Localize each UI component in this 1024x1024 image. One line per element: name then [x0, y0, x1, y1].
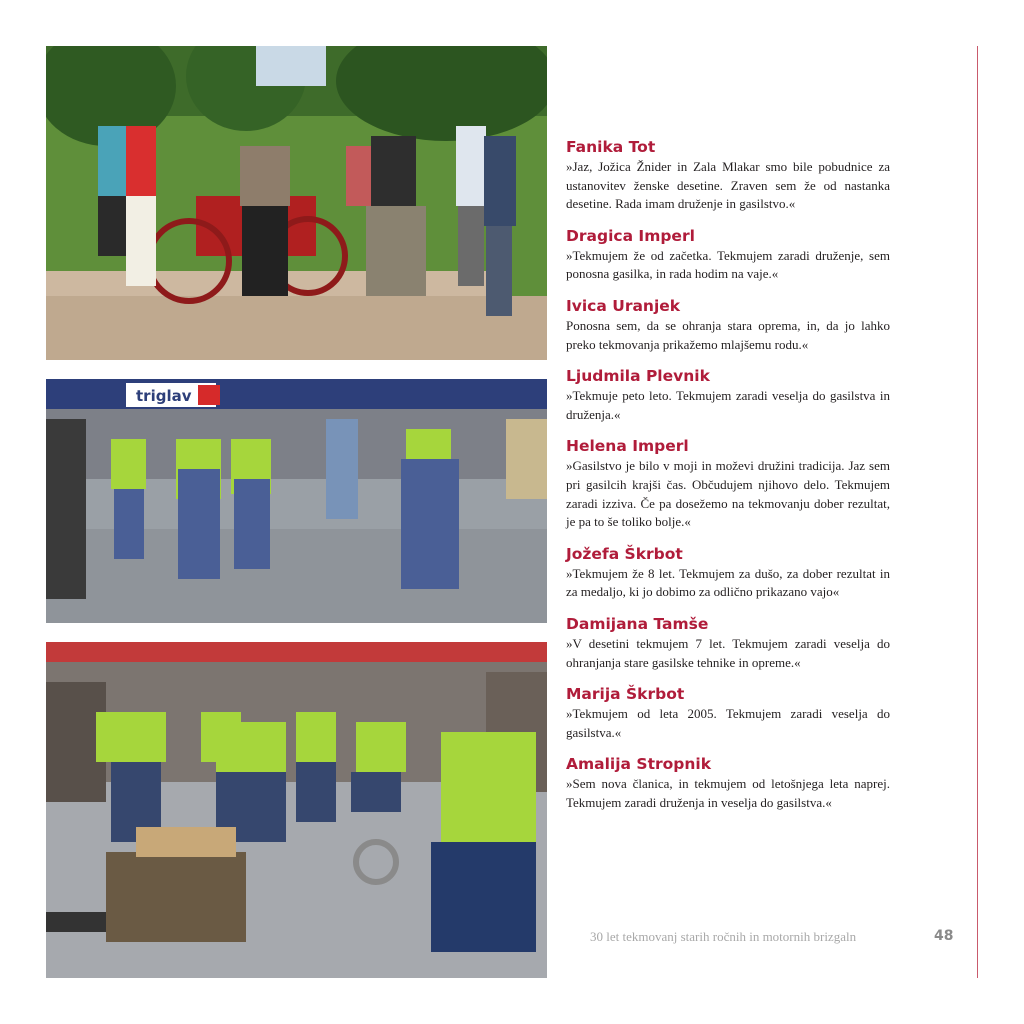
testimonial — [566, 137, 890, 214]
person-quote: »V desetini tekmujem 7 let. Tekmujem zaradi veselja do ohranjanja stare gasilske tehnike in opreme.« — [566, 635, 890, 670]
testimonial — [566, 366, 890, 424]
person-quote: »Tekmujem od leta 2005. Tekmujem zaradi veselja do gasilstva.« — [566, 706, 890, 740]
margin-rule — [977, 46, 978, 978]
banner-text: triglav — [136, 387, 192, 405]
person-name: Helena Imperl — [566, 437, 689, 456]
person-name: Jožefa Škrbot — [566, 544, 683, 563]
person-name: Dragica Imperl — [566, 226, 695, 245]
person-name: Damijana Tamše — [566, 614, 709, 633]
person-quote: »Tekmuje peto leto. Tekmujem zaradi veselja do gasilstva in druženja.« — [566, 388, 890, 422]
person-quote: »Gasilstvo je bilo v moji in moževi družini tradicija. Jaz sem pri gasilcih krajši čas. Občudujem njihovo delo. Tekmujem zaradi izziva. Če pa dosežemo na tekmovanju dober rezultat, je pa to še toliko bolje.« — [566, 458, 890, 530]
testimonial — [566, 754, 890, 812]
photo-marching-women — [46, 379, 547, 623]
person-quote: »Tekmujem že 8 let. Tekmujem za dušo, za dober rezultat in za medaljo, ki jo dobimo za odlično prikazano vajo« — [566, 565, 890, 600]
person-quote: Ponosna sem, da se ohranja stara oprema, in, da jo lahko preko tekmovanja prikažemo mlajšemu rodu.« — [566, 317, 890, 352]
footer-title: 30 let tekmovanj starih ročnih in motornih brizgaln — [590, 929, 857, 944]
person-quote: »Tekmujem že od začetka. Tekmujem zaradi druženje, sem ponosna gasilka, in rada hodim na vaje.« — [566, 247, 890, 282]
person-quote: »Sem nova članica, in tekmujem od letošnjega leta naprej. Tekmujem zaradi druženja in veselja do gasilstva.« — [566, 776, 890, 810]
person-quote: »Jaz, Jožica Žnider in Zala Mlakar smo bile pobudnice za ustanovitev ženske desetine. Zraven sem že od nastanka desetine. Rada imam druženje in gasilstvo.« — [566, 159, 890, 212]
photo-hand-pump-drill — [46, 46, 547, 360]
person-name: Fanika Tot — [566, 138, 656, 156]
testimonial — [566, 296, 890, 354]
photo-motor-pump-drill — [46, 642, 547, 978]
testimonial — [566, 614, 890, 672]
testimonial — [566, 544, 890, 602]
person-name: Ljudmila Plevnik — [566, 367, 710, 386]
person-name: Amalija Stropnik — [566, 755, 712, 774]
testimonial — [566, 436, 890, 531]
page-number: 48 — [934, 928, 954, 944]
person-name: Marija Škrbot — [566, 685, 685, 704]
person-name: Ivica Uranjek — [566, 296, 681, 315]
testimonial — [566, 226, 890, 284]
testimonial — [566, 684, 890, 742]
testimonials — [566, 137, 890, 824]
